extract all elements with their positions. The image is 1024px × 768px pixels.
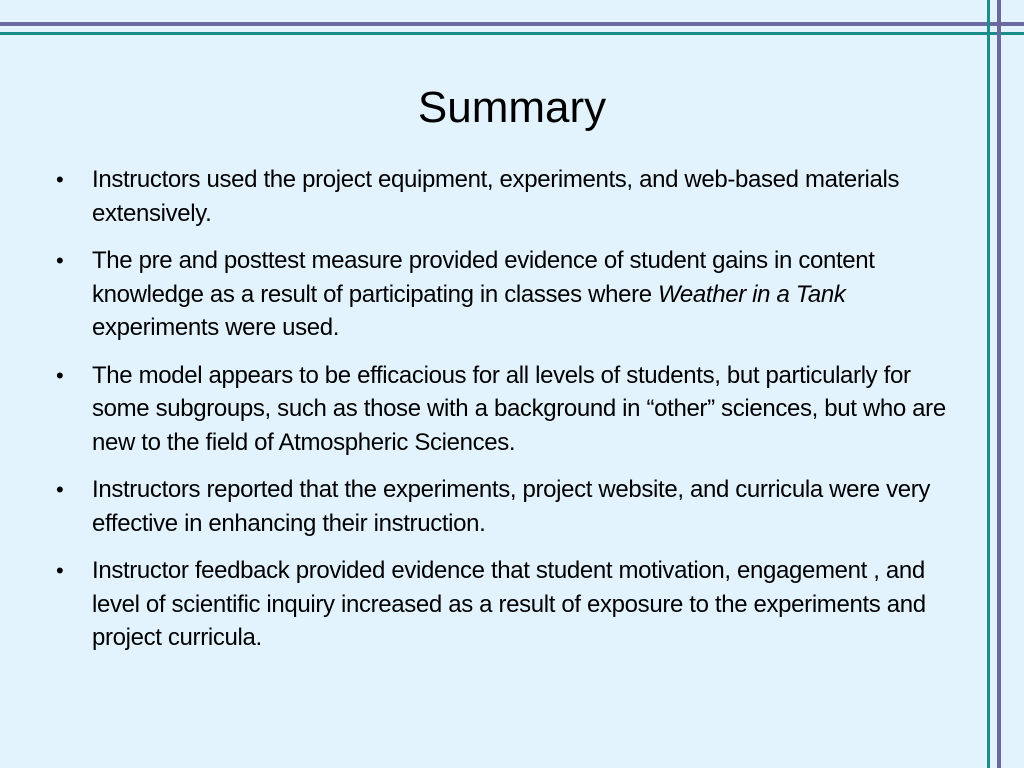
top-rule-teal (0, 32, 1024, 35)
bullet-item-4 (56, 473, 956, 540)
bullet-item-1 (56, 163, 956, 230)
top-rule-purple (0, 22, 1024, 26)
bullet-item-2 (56, 244, 956, 345)
bullet-item-3 (56, 359, 956, 460)
bullet-text: Instructor feedback provided evidence that student motivation, engagement , and level of scientific inquiry increased as a result of exposure to the experiments and project curricula. (92, 557, 926, 651)
bullet-text: Instructors used the project equipment, experiments, and web-based materials extensively. (92, 166, 900, 227)
summary-bullet-list (56, 163, 956, 669)
slide-title: Summary (417, 83, 607, 132)
bullet-item-5 (56, 554, 956, 655)
bullet-dot-icon: • (56, 477, 64, 502)
bullet-text: Instructors reported that the experiments, project website, and curricula were very effective in enhancing their instruction. (92, 476, 931, 537)
bullet-text: The model appears to be efficacious for all levels of students, but particularly for some subgroups, such as those with a background in “other” sciences, but who are new to the field of Atmospheric Sciences. (92, 361, 946, 456)
bullet-dot-icon: • (56, 558, 64, 583)
bullet-dot-icon: • (56, 167, 64, 192)
bullet-text-before: The pre and posttest measure provided evidence of student gains in content knowledge as a result of participating in classes where (92, 247, 875, 308)
bullet-dot-icon: • (56, 362, 64, 388)
bullet-text-after: experiments were used. (92, 314, 340, 341)
bullet-emphasis: Weather in a Tank (658, 280, 846, 308)
bullet-dot-icon: • (56, 248, 64, 273)
